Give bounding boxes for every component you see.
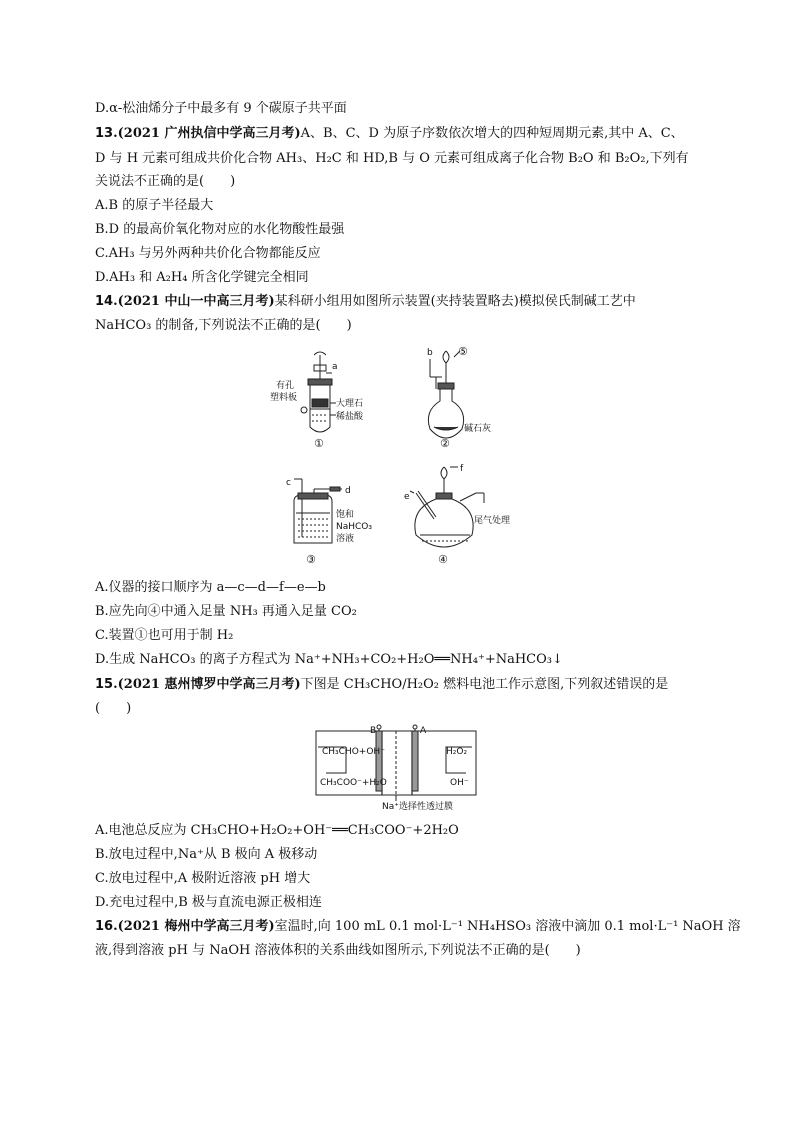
- q14-stem-text: 某科研小组用如图所示装置(夹持装置略去)模拟侯氏制碱工艺中: [274, 294, 636, 309]
- q13-source: .(2021 广州执信中学高三月考): [113, 126, 301, 141]
- q14-source: .(2021 中山一中高三月考): [113, 294, 275, 309]
- q16-stem-text: 室温时,向 100 mL 0.1 mol·L⁻¹ NH₄HSO₃ 溶液中滴加 0.1 mol·L⁻¹ NaOH 溶: [274, 919, 741, 934]
- label-sol-1: 饱和: [336, 510, 355, 520]
- label-acid: 稀盐酸: [336, 412, 364, 422]
- q14-apparatus-figure: [270, 343, 530, 571]
- q14-stem-line1: [95, 293, 636, 311]
- q15-option-c: C.放电过程中,A 极附近溶液 pH 增大: [95, 871, 311, 886]
- q12-option-d: D.α-松油烯分子中最多有 9 个碳原子共平面: [95, 101, 347, 116]
- q13-option-b: B.D 的最高价氧化物对应的水化物酸性最强: [95, 222, 345, 237]
- q14-option-b: B.应先向④中通入足量 NH₃ 再通入足量 CO₂: [95, 604, 357, 619]
- q13-option-c: C.AH₃ 与另外两种共价化合物都能反应: [95, 246, 321, 261]
- q16-source: .(2021 梅州中学高三月考): [113, 919, 275, 934]
- label-c-3: c: [286, 478, 291, 488]
- q15-option-d: D.充电过程中,B 极与直流电源正极相连: [95, 895, 322, 910]
- q13-number: 13: [95, 126, 114, 141]
- q16-stem-line1: [95, 918, 741, 936]
- q15-option-b: B.放电过程中,Na⁺从 B 极向 A 极移动: [95, 847, 318, 862]
- label-a-electrode: A: [420, 726, 427, 736]
- apparatus-4: [410, 467, 484, 547]
- label-tail: 尾气处理: [474, 516, 511, 526]
- q14-option-a: A.仪器的接口顺序为 a—c—d—f—e—b: [95, 580, 326, 595]
- right-bottom-species: OH⁻: [450, 778, 469, 788]
- membrane-label: Na⁺选择性透过膜: [382, 802, 453, 812]
- label-board1: 有孔: [276, 381, 295, 391]
- label-a: a: [332, 362, 338, 372]
- q13-stem-line1: [95, 125, 684, 143]
- q14-number: 14: [95, 294, 114, 309]
- apparatus-1: [301, 352, 336, 432]
- label-b-electrode: B: [370, 726, 377, 736]
- q15-fuel-cell-figure: [316, 727, 480, 811]
- label-e: e: [404, 492, 410, 502]
- q15-stem-text: 下图是 CH₃CHO/H₂O₂ 燃料电池工作示意图,下列叙述错误的是: [300, 677, 669, 692]
- label-f: f: [460, 464, 464, 474]
- label-d: d: [345, 486, 351, 496]
- app4-number: ④: [438, 553, 448, 566]
- label-sol-3: 溶液: [336, 534, 355, 544]
- q14-option-c: C.装置①也可用于制 H₂: [95, 628, 234, 643]
- right-top-species: H₂O₂: [446, 747, 468, 757]
- q13-stem-line3: 关说法不正确的是( ): [95, 174, 236, 189]
- q15-stem-line2: ( ): [95, 701, 132, 716]
- left-bottom-species: CH₃COO⁻+H₂O: [320, 778, 387, 788]
- app1-number: ①: [314, 437, 324, 450]
- q14-stem-line2: NaHCO₃ 的制备,下列说法不正确的是( ): [95, 318, 352, 333]
- q15-stem-line1: [95, 676, 668, 694]
- label-lime: 碱石灰: [464, 424, 492, 434]
- label-stone: 大理石: [336, 399, 364, 409]
- label-funnel-5: ⑤: [458, 345, 468, 358]
- label-sol-2: NaHCO₃: [336, 522, 372, 532]
- q15-option-a: A.电池总反应为 CH₃CHO+H₂O₂+OH⁻══CH₃COO⁻+2H₂O: [95, 823, 459, 838]
- left-top-species: CH₃CHO+OH⁻: [322, 747, 385, 757]
- label-board2: 塑料板: [270, 393, 298, 403]
- app2-number: ②: [440, 437, 450, 450]
- apparatus-2: [428, 351, 463, 438]
- q15-number: 15: [95, 677, 114, 692]
- q15-source: .(2021 惠州博罗中学高三月考): [113, 677, 301, 692]
- q14-option-d: D.生成 NaHCO₃ 的离子方程式为 Na⁺+NH₃+CO₂+H₂O══NH₄⁺+NaHCO₃↓: [95, 652, 563, 667]
- q13-option-d: D.AH₃ 和 A₂H₄ 所含化学键完全相同: [95, 270, 309, 285]
- q13-option-a: A.B 的原子半径最大: [95, 198, 214, 213]
- q13-stem-line2: D 与 H 元素可组成共价化合物 AH₃、H₂C 和 HD,B 与 O 元素可组成离子化合物 B₂O 和 B₂O₂,下列有: [95, 151, 689, 166]
- app3-number: ③: [306, 553, 316, 566]
- q16-stem-line2: 液,得到溶液 pH 与 NaOH 溶液体积的关系曲线如图所示,下列说法不正确的是( ): [95, 943, 581, 958]
- label-b: b: [427, 348, 433, 358]
- q16-number: 16: [95, 919, 114, 934]
- q13-stem-text: A、B、C、D 为原子序数依次增大的四种短周期元素,其中 A、C、: [300, 126, 684, 141]
- apparatus-3: [294, 479, 342, 543]
